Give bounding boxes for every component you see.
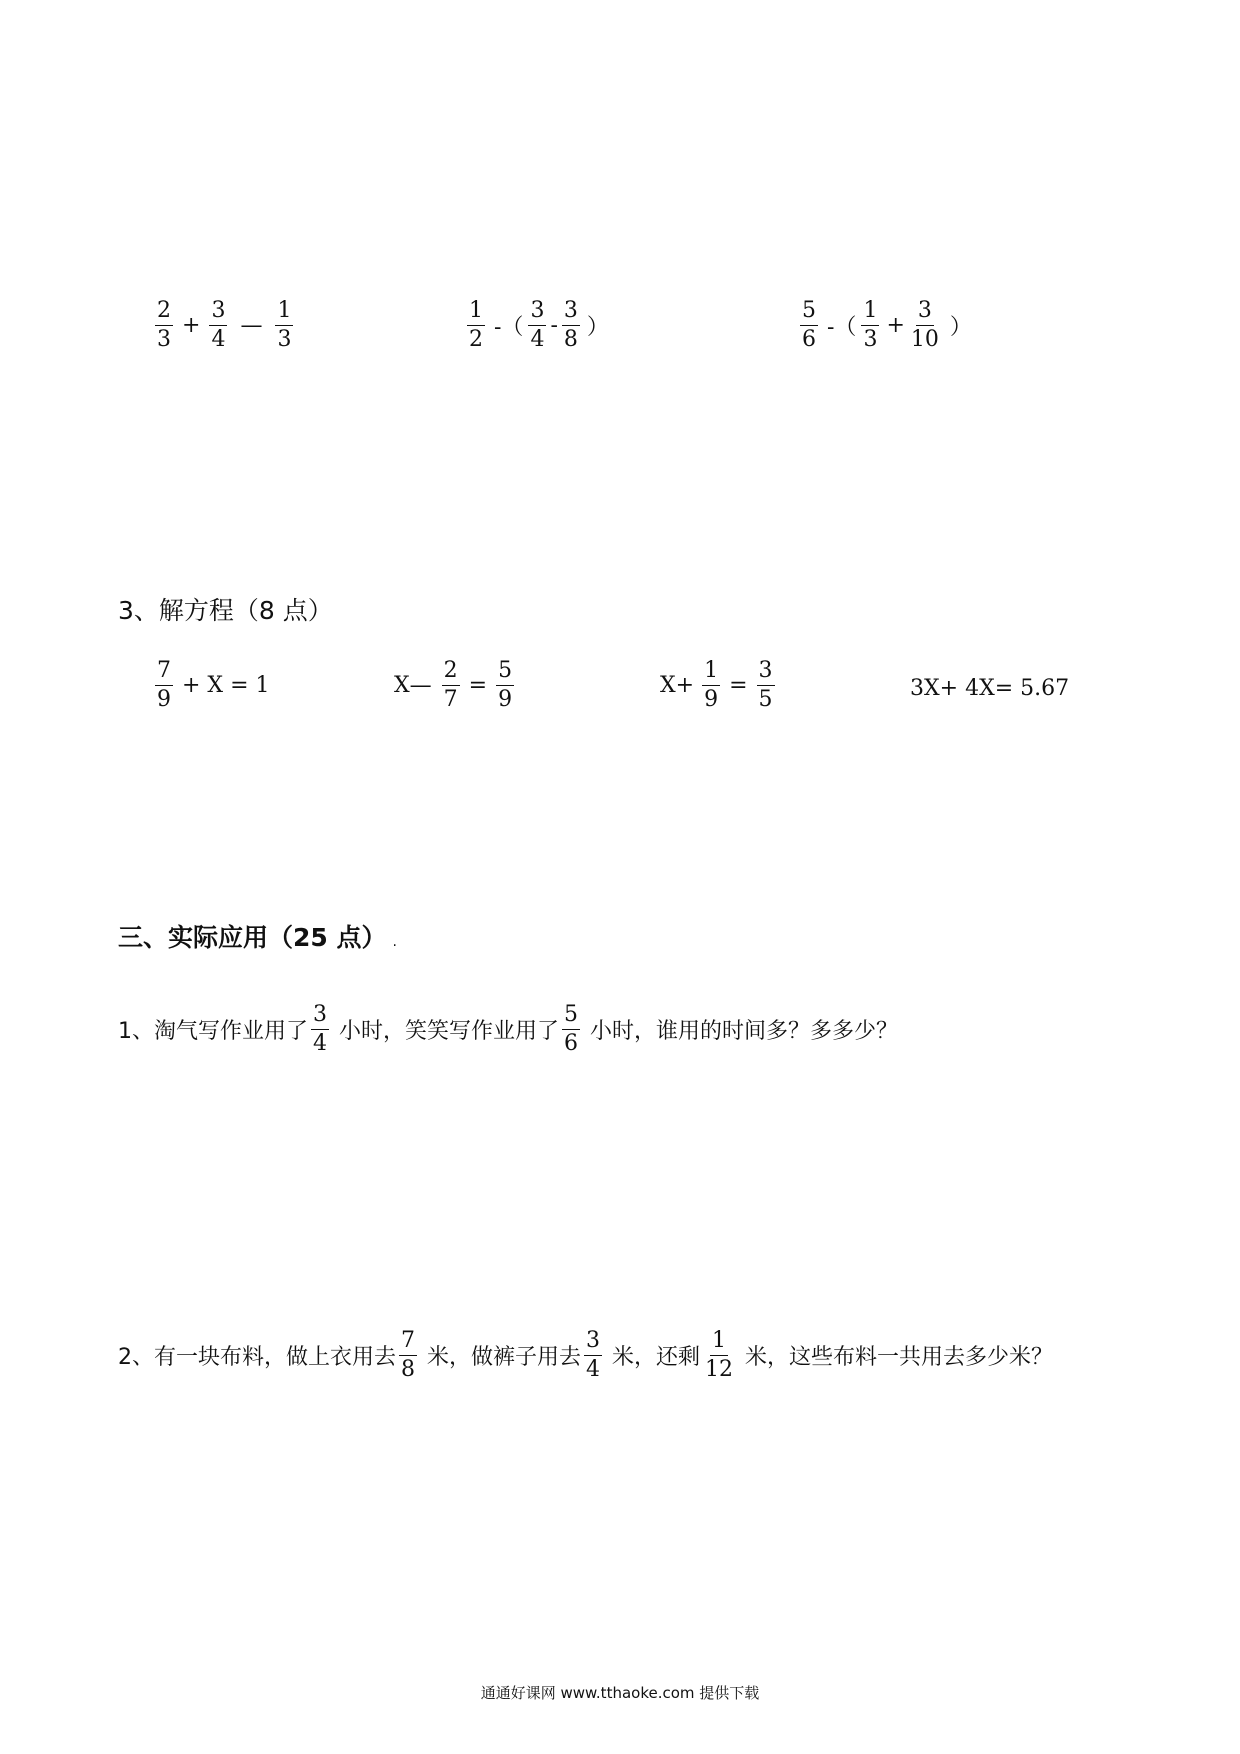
fraction: $\frac{3}{8}$ bbox=[563, 298, 578, 352]
fraction: $\frac{1}{12}$ bbox=[705, 1328, 733, 1382]
calc-expression-1: $\frac{2}{3}$ + $\frac{3}{4}$ — $\frac{1}{3}$ bbox=[157, 298, 292, 352]
fraction: $\frac{3}{5}$ bbox=[758, 658, 773, 712]
fraction: $\frac{1}{3}$ bbox=[277, 298, 292, 352]
equation-2: X— $\frac{2}{7}$ = $\frac{5}{9}$ bbox=[394, 658, 513, 712]
fraction: $\frac{3}{10}$ bbox=[910, 298, 939, 352]
page-footer: 通通好课网 www.tthaoke.com 提供下载 bbox=[480, 1684, 760, 1702]
fraction: $\frac{1}{3}$ bbox=[863, 298, 878, 352]
fraction: $\frac{1}{9}$ bbox=[704, 658, 719, 712]
fraction: $\frac{3}{4}$ bbox=[211, 298, 226, 352]
calc-expression-3: $\frac{5}{6}$ -（ $\frac{1}{3}$ + $\frac{3}{10}$ ） bbox=[802, 298, 972, 352]
fraction: $\frac{3}{4}$ bbox=[586, 1328, 600, 1382]
fraction: $\frac{2}{3}$ bbox=[157, 298, 171, 352]
equation-3: X+ $\frac{1}{9}$ = $\frac{3}{5}$ bbox=[660, 658, 773, 712]
section-title-applications: 三、实际应用（25 点） . bbox=[118, 923, 397, 952]
section-title-equations: 3、解方程（8 点） bbox=[118, 596, 333, 625]
calc-expression-2: $\frac{1}{2}$ -（ $\frac{3}{4}$ - $\frac{3}{8}$ ） bbox=[469, 298, 609, 352]
problem-2: 2、有一块布料，做上衣用去 $\frac{7}{8}$ 米，做裤子用去 $\frac{3}{4}$ 米，还剩 $\frac{1}{12}$ 米，这些布料一共用去多少米？ bbox=[118, 1328, 1053, 1382]
fraction: $\frac{3}{4}$ bbox=[313, 1002, 327, 1056]
equation-4: 3X+ 4X= 5.67 bbox=[910, 676, 1070, 701]
fraction: $\frac{7}{8}$ bbox=[401, 1328, 415, 1382]
fraction: $\frac{5}{6}$ bbox=[564, 1002, 578, 1056]
fraction: $\frac{3}{4}$ bbox=[530, 298, 545, 352]
fraction: $\frac{7}{9}$ bbox=[157, 658, 171, 712]
fraction: $\frac{1}{2}$ bbox=[469, 298, 483, 352]
problem-1: 1、淘气写作业用了 $\frac{3}{4}$ 小时，笑笑写作业用了 $\frac{5}{6}$ 小时，谁用的时间多？多多少？ bbox=[118, 1002, 898, 1056]
fraction: $\frac{5}{9}$ bbox=[498, 658, 513, 712]
fraction: $\frac{5}{6}$ bbox=[802, 298, 816, 352]
fraction: $\frac{2}{7}$ bbox=[443, 658, 458, 712]
equation-1: $\frac{7}{9}$ + X = 1 bbox=[157, 658, 270, 712]
